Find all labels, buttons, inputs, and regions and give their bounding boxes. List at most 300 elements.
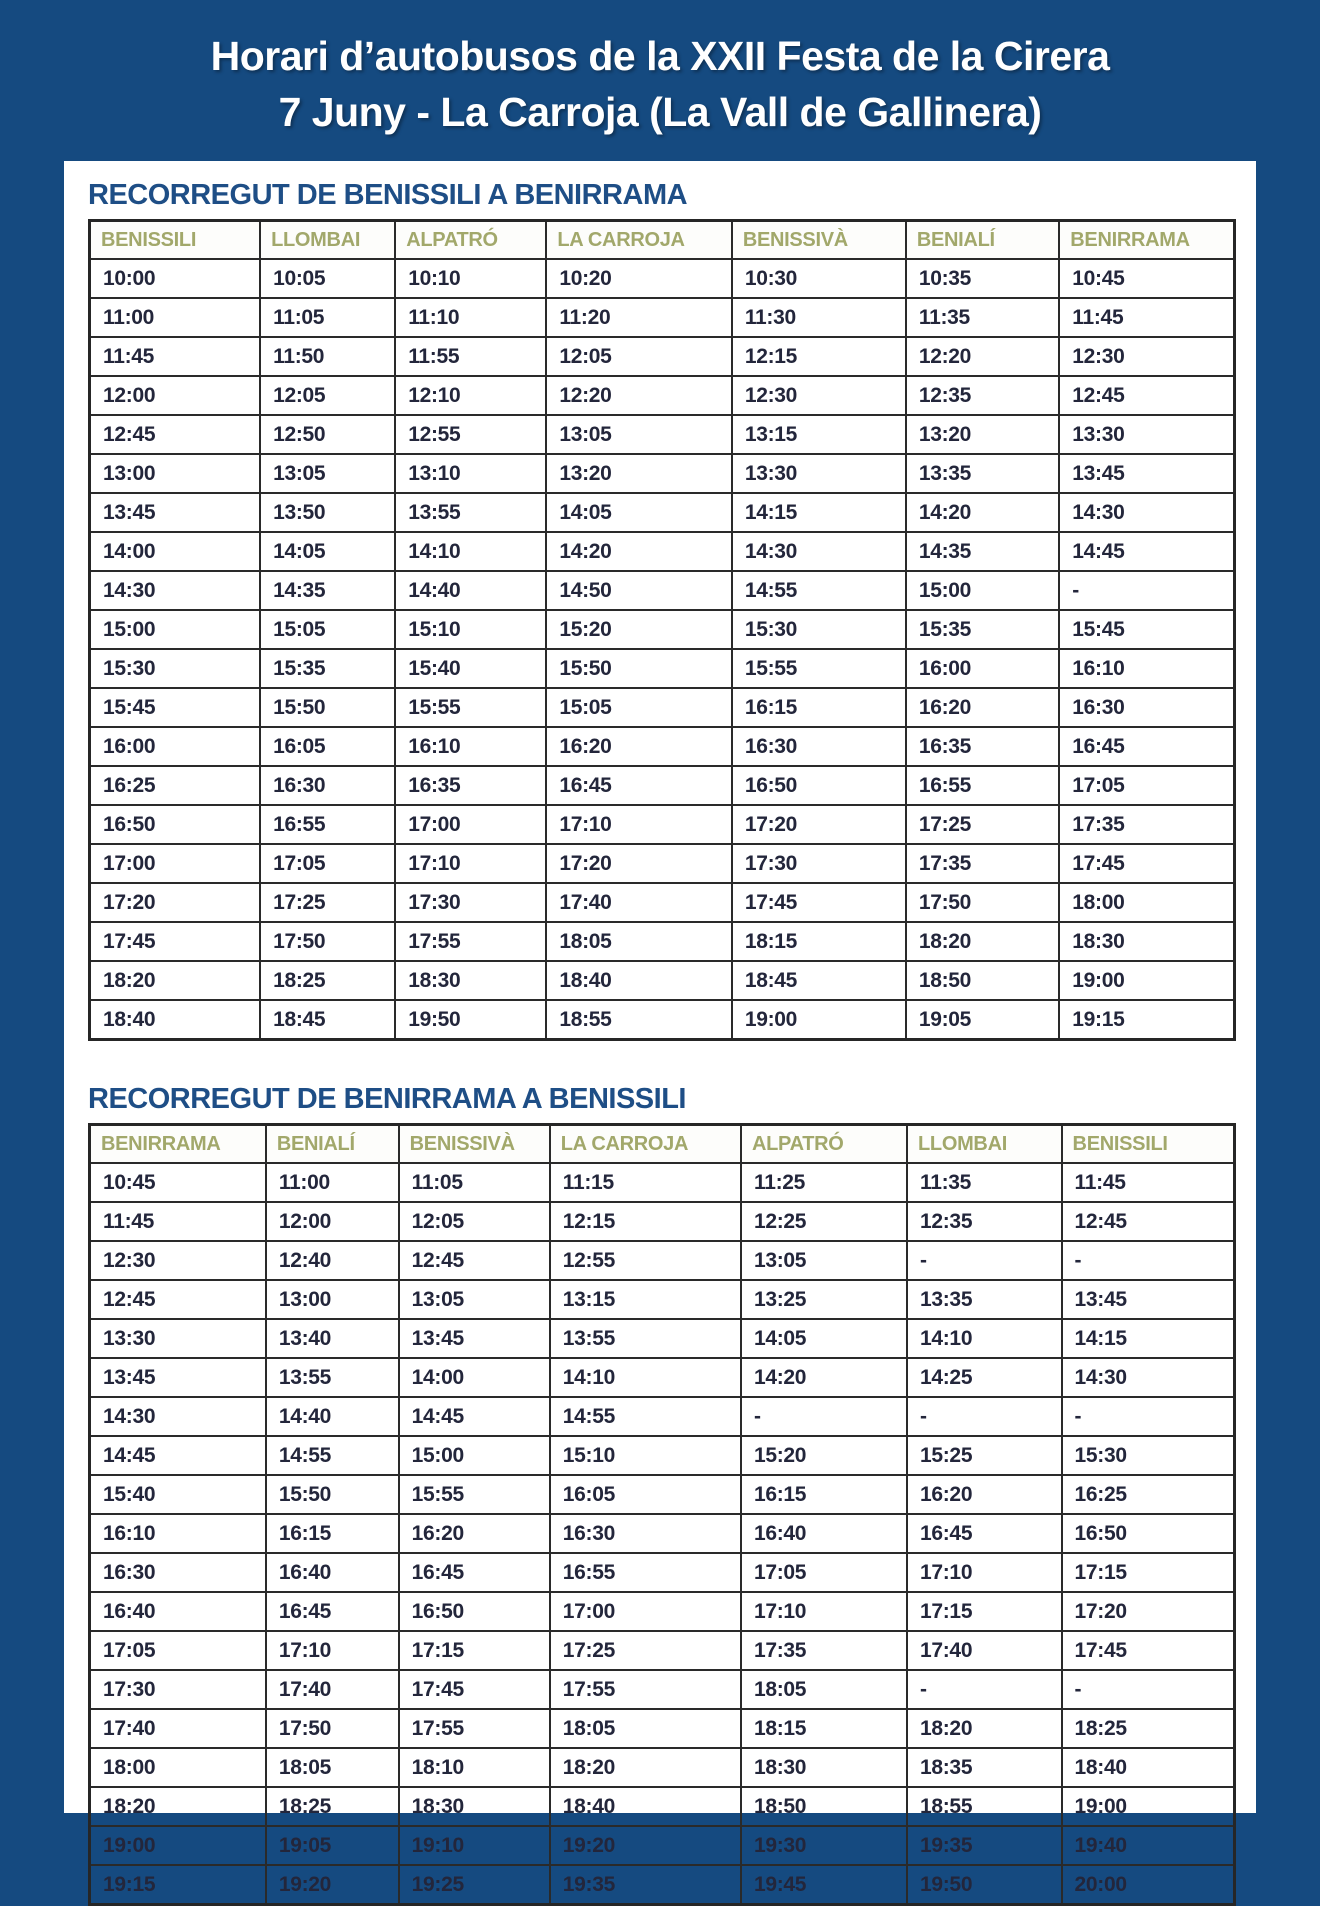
time-cell: 10:45 [1059,259,1234,298]
time-cell: 19:30 [741,1826,907,1865]
time-cell: 18:25 [1062,1709,1235,1748]
table-row [90,1319,1235,1358]
time-cell: 14:15 [732,493,906,532]
time-cell: 18:20 [90,1787,266,1826]
time-cell: 19:00 [1062,1787,1235,1826]
time-cell: 16:50 [90,805,261,844]
time-cell: 18:15 [741,1709,907,1748]
time-cell: 14:35 [906,532,1059,571]
time-cell: 12:45 [1059,376,1234,415]
section-heading: RECORREGUT DE BENIRRAMA A BENISSILI [88,1083,686,1115]
time-cell: 16:25 [1062,1475,1235,1514]
time-cell: 17:40 [90,1709,266,1748]
table-row [90,571,1235,610]
time-cell: 18:40 [1062,1748,1235,1787]
time-cell: 16:30 [550,1514,741,1553]
table-row [90,1709,1235,1748]
time-cell: 18:20 [906,922,1059,961]
time-cell: 14:10 [907,1319,1062,1358]
time-cell: 12:00 [266,1202,399,1241]
time-cell: 15:30 [1062,1436,1235,1475]
time-cell: 13:55 [550,1319,741,1358]
time-cell: 15:25 [907,1436,1062,1475]
time-cell: 16:45 [399,1553,550,1592]
time-cell: 18:05 [550,1709,741,1748]
time-cell: 11:20 [546,298,731,337]
time-cell: 14:30 [90,571,261,610]
time-cell: 17:30 [90,1670,266,1709]
time-cell: 17:40 [266,1670,399,1709]
time-cell: 15:30 [732,610,906,649]
time-cell: 16:45 [907,1514,1062,1553]
time-cell: 12:15 [550,1202,741,1241]
column-header: BENISSIVÀ [732,221,906,260]
time-cell: 12:05 [260,376,395,415]
time-cell: 17:00 [550,1592,741,1631]
time-cell: 19:50 [907,1865,1062,1905]
time-cell: 17:55 [550,1670,741,1709]
time-cell: - [741,1397,907,1436]
section-heading: RECORREGUT DE BENISSILI A BENIRRAMA [88,179,688,211]
column-header: BENISSILI [90,221,261,260]
time-cell: 17:10 [546,805,731,844]
time-cell: 16:15 [732,688,906,727]
time-cell: 12:05 [399,1202,550,1241]
time-cell: - [907,1241,1062,1280]
time-cell: 10:35 [906,259,1059,298]
time-cell: 14:45 [1059,532,1234,571]
time-cell: 18:35 [907,1748,1062,1787]
time-cell: 17:45 [1059,844,1234,883]
time-cell: 14:45 [399,1397,550,1436]
table-row [90,1865,1235,1905]
time-cell: 19:20 [266,1865,399,1905]
time-cell: 16:50 [1062,1514,1235,1553]
time-cell: 15:55 [395,688,546,727]
time-cell: 16:20 [906,688,1059,727]
time-cell: 19:10 [399,1826,550,1865]
time-cell: 14:30 [90,1397,266,1436]
time-cell: 16:40 [90,1592,266,1631]
time-cell: 19:05 [906,1000,1059,1040]
time-cell: 16:40 [741,1514,907,1553]
time-cell: 11:45 [1062,1163,1235,1202]
time-cell: 11:30 [732,298,906,337]
time-cell: 18:20 [907,1709,1062,1748]
column-header: LLOMBAI [260,221,395,260]
time-cell: 12:50 [260,415,395,454]
time-cell: 15:05 [260,610,395,649]
time-cell: 18:50 [741,1787,907,1826]
time-cell: 14:55 [732,571,906,610]
time-cell: 15:20 [741,1436,907,1475]
time-cell: 16:15 [266,1514,399,1553]
time-cell: 17:05 [90,1631,266,1670]
time-cell: 12:40 [266,1241,399,1280]
time-cell: 13:15 [550,1280,741,1319]
table-row [90,1514,1235,1553]
time-cell: 14:30 [1059,493,1234,532]
table-header-row [90,1125,1235,1164]
time-cell: 13:45 [399,1319,550,1358]
column-header: BENIALÍ [906,221,1059,260]
time-cell: 18:05 [546,922,731,961]
time-cell: 18:10 [399,1748,550,1787]
time-cell: 18:15 [732,922,906,961]
time-cell: 13:10 [395,454,546,493]
time-cell: 10:20 [546,259,731,298]
time-cell: 17:25 [550,1631,741,1670]
time-cell: 12:30 [732,376,906,415]
time-cell: 18:00 [1059,883,1234,922]
time-cell: 10:00 [90,259,261,298]
time-cell: 17:45 [399,1670,550,1709]
time-cell: 16:35 [395,766,546,805]
time-cell: 19:35 [907,1826,1062,1865]
column-header: BENIALÍ [266,1125,399,1164]
table-row [90,1553,1235,1592]
table-row [90,844,1235,883]
time-cell: 17:45 [90,922,261,961]
table-row [90,1241,1235,1280]
time-cell: 19:15 [1059,1000,1234,1040]
time-cell: 13:50 [260,493,395,532]
time-cell: 12:35 [907,1202,1062,1241]
time-cell: 16:45 [266,1592,399,1631]
time-cell: 17:50 [906,883,1059,922]
time-cell: 18:30 [741,1748,907,1787]
time-cell: 10:45 [90,1163,266,1202]
time-cell: 11:45 [90,1202,266,1241]
time-cell: 11:25 [741,1163,907,1202]
time-cell: 13:35 [907,1280,1062,1319]
section-benissili-to-benirrama [76,179,1244,1041]
time-cell: 14:30 [1062,1358,1235,1397]
column-header: LA CARROJA [550,1125,741,1164]
time-cell: 14:05 [741,1319,907,1358]
time-cell: 15:35 [906,610,1059,649]
time-cell: 13:05 [260,454,395,493]
time-cell: 16:50 [399,1592,550,1631]
table-row [90,1826,1235,1865]
time-cell: 11:45 [1059,298,1234,337]
timetable-panel [64,161,1256,1896]
table-row [90,337,1235,376]
time-cell: 14:25 [907,1358,1062,1397]
time-cell: 16:55 [260,805,395,844]
time-cell: 11:00 [266,1163,399,1202]
time-cell: 11:45 [90,337,261,376]
time-cell: 17:00 [90,844,261,883]
time-cell: 17:20 [732,805,906,844]
time-cell: 15:30 [90,649,261,688]
time-cell: 17:00 [395,805,546,844]
table-row [90,766,1235,805]
time-cell: 11:50 [260,337,395,376]
table-row [90,688,1235,727]
time-cell: 15:00 [90,610,261,649]
time-cell: 17:05 [260,844,395,883]
time-cell: 18:45 [732,961,906,1000]
time-cell: 17:20 [1062,1592,1235,1631]
time-cell: 13:00 [266,1280,399,1319]
table-row [90,1202,1235,1241]
time-cell: 12:45 [1062,1202,1235,1241]
time-cell: 15:10 [395,610,546,649]
time-cell: 18:30 [399,1787,550,1826]
time-cell: 14:10 [395,532,546,571]
time-cell: 16:05 [550,1475,741,1514]
time-cell: 11:35 [907,1163,1062,1202]
time-cell: 16:45 [1059,727,1234,766]
column-header: BENISSILI [1062,1125,1235,1164]
time-cell: 17:30 [732,844,906,883]
time-cell: 14:40 [266,1397,399,1436]
time-cell: 15:20 [546,610,731,649]
time-cell: 15:50 [260,688,395,727]
time-cell: 17:20 [90,883,261,922]
table-row [90,532,1235,571]
time-cell: 19:45 [741,1865,907,1905]
table-row [90,1631,1235,1670]
table-row [90,1280,1235,1319]
time-cell: 16:05 [260,727,395,766]
time-cell: 16:00 [90,727,261,766]
time-cell: 12:10 [395,376,546,415]
time-cell: 12:55 [395,415,546,454]
time-cell: 18:05 [266,1748,399,1787]
time-cell: 16:55 [906,766,1059,805]
table-row [90,1748,1235,1787]
time-cell: 17:05 [1059,766,1234,805]
time-cell: 14:00 [399,1358,550,1397]
table-row [90,1436,1235,1475]
time-cell: 17:55 [395,922,546,961]
time-cell: 18:30 [395,961,546,1000]
time-cell: 16:10 [395,727,546,766]
time-cell: 13:25 [741,1280,907,1319]
time-cell: 19:05 [266,1826,399,1865]
time-cell: 13:30 [1059,415,1234,454]
time-cell: 18:40 [90,1000,261,1040]
time-cell: 12:30 [90,1241,266,1280]
time-cell: 12:45 [90,1280,266,1319]
time-cell: 15:10 [550,1436,741,1475]
time-cell: 16:35 [906,727,1059,766]
time-cell: 15:40 [395,649,546,688]
time-cell: 19:00 [90,1826,266,1865]
time-cell: 16:10 [90,1514,266,1553]
table-row [90,727,1235,766]
time-cell: 15:50 [546,649,731,688]
time-cell: 15:40 [90,1475,266,1514]
time-cell: 16:30 [90,1553,266,1592]
time-cell: 15:45 [90,688,261,727]
time-cell: 16:25 [90,766,261,805]
table-row [90,883,1235,922]
poster-title [0,0,1320,133]
time-cell: 16:50 [732,766,906,805]
time-cell: 13:55 [395,493,546,532]
time-cell: 12:05 [546,337,731,376]
time-cell: 14:40 [395,571,546,610]
table-row [90,1000,1235,1040]
column-header: ALPATRÓ [395,221,546,260]
time-cell: 18:45 [260,1000,395,1040]
time-cell: 18:30 [1059,922,1234,961]
table-row [90,805,1235,844]
time-cell: 13:20 [906,415,1059,454]
time-cell: 16:10 [1059,649,1234,688]
time-cell: 14:05 [260,532,395,571]
section-benirrama-to-benissili [76,1083,1244,1906]
table-row [90,1670,1235,1709]
table-row [90,376,1235,415]
time-cell: 16:45 [546,766,731,805]
time-cell: 12:45 [399,1241,550,1280]
column-header: BENIRRAMA [1059,221,1234,260]
time-cell: 11:05 [399,1163,550,1202]
table-row [90,1358,1235,1397]
time-cell: - [1062,1241,1235,1280]
column-header: BENISSIVÀ [399,1125,550,1164]
table-row [90,298,1235,337]
time-cell: - [1062,1397,1235,1436]
time-cell: 15:55 [399,1475,550,1514]
time-cell: 14:20 [546,532,731,571]
poster-title-line2: 7 Juny - La Carroja (La Vall de Gallinera) [278,89,1042,135]
time-cell: 18:40 [546,961,731,1000]
time-cell: 17:40 [546,883,731,922]
time-cell: 17:45 [732,883,906,922]
time-cell: 17:15 [399,1631,550,1670]
time-cell: - [1059,571,1234,610]
time-cell: 17:15 [1062,1553,1235,1592]
time-cell: 17:55 [399,1709,550,1748]
time-cell: 13:45 [1062,1280,1235,1319]
time-cell: 13:20 [546,454,731,493]
time-cell: 17:05 [741,1553,907,1592]
time-cell: 16:30 [260,766,395,805]
time-cell: 10:30 [732,259,906,298]
time-cell: 19:25 [399,1865,550,1905]
time-cell: 18:40 [550,1787,741,1826]
time-cell: 16:40 [266,1553,399,1592]
time-cell: 16:30 [732,727,906,766]
time-cell: 16:20 [907,1475,1062,1514]
time-cell: 15:05 [546,688,731,727]
time-cell: 17:10 [907,1553,1062,1592]
time-cell: 13:05 [546,415,731,454]
table-row [90,610,1235,649]
time-cell: 19:40 [1062,1826,1235,1865]
time-cell: 18:55 [907,1787,1062,1826]
time-cell: 11:10 [395,298,546,337]
time-cell: 11:55 [395,337,546,376]
time-cell: 14:10 [550,1358,741,1397]
time-cell: 17:20 [546,844,731,883]
time-cell: 16:20 [546,727,731,766]
time-cell: 13:00 [90,454,261,493]
time-cell: 18:25 [266,1787,399,1826]
table-row [90,922,1235,961]
time-cell: 19:00 [732,1000,906,1040]
time-cell: 12:20 [546,376,731,415]
time-cell: 18:20 [90,961,261,1000]
time-cell: 13:35 [906,454,1059,493]
table-row [90,493,1235,532]
time-cell: - [907,1397,1062,1436]
time-cell: 17:35 [741,1631,907,1670]
table-row [90,1475,1235,1514]
time-cell: 12:55 [550,1241,741,1280]
time-cell: 11:15 [550,1163,741,1202]
table-row [90,259,1235,298]
time-cell: - [907,1670,1062,1709]
time-cell: 12:45 [90,415,261,454]
time-cell: 14:00 [90,532,261,571]
time-cell: 17:30 [395,883,546,922]
time-cell: 14:50 [546,571,731,610]
time-cell: 12:20 [906,337,1059,376]
time-cell: 19:35 [550,1865,741,1905]
time-cell: 17:50 [260,922,395,961]
time-cell: 18:25 [260,961,395,1000]
table-row [90,1163,1235,1202]
time-cell: 12:00 [90,376,261,415]
time-cell: 13:45 [90,493,261,532]
time-cell: 13:45 [1059,454,1234,493]
time-cell: 16:55 [550,1553,741,1592]
time-cell: 14:30 [732,532,906,571]
table-row [90,649,1235,688]
time-cell: 17:35 [1059,805,1234,844]
time-cell: 17:45 [1062,1631,1235,1670]
time-cell: 18:05 [741,1670,907,1709]
column-header: BENIRRAMA [90,1125,266,1164]
time-cell: 17:40 [907,1631,1062,1670]
column-header: ALPATRÓ [741,1125,907,1164]
time-cell: 16:20 [399,1514,550,1553]
time-cell: 17:10 [266,1631,399,1670]
table-row [90,961,1235,1000]
time-cell: 15:00 [399,1436,550,1475]
time-cell: 12:15 [732,337,906,376]
time-cell: 14:55 [266,1436,399,1475]
time-cell: 20:00 [1062,1865,1235,1905]
time-cell: 16:00 [906,649,1059,688]
table-row [90,1397,1235,1436]
time-cell: 18:55 [546,1000,731,1040]
time-cell: 18:00 [90,1748,266,1787]
time-cell: 17:35 [906,844,1059,883]
time-cell: 10:10 [395,259,546,298]
time-cell: 15:55 [732,649,906,688]
time-cell: 19:20 [550,1826,741,1865]
time-cell: 15:45 [1059,610,1234,649]
table-row [90,1592,1235,1631]
time-cell: 11:35 [906,298,1059,337]
time-cell: 13:30 [732,454,906,493]
table-row [90,1787,1235,1826]
time-cell: 17:10 [741,1592,907,1631]
time-cell: 11:00 [90,298,261,337]
time-cell: - [1062,1670,1235,1709]
column-header: LA CARROJA [546,221,731,260]
time-cell: 16:30 [1059,688,1234,727]
column-header: LLOMBAI [907,1125,1062,1164]
table-row [90,454,1235,493]
